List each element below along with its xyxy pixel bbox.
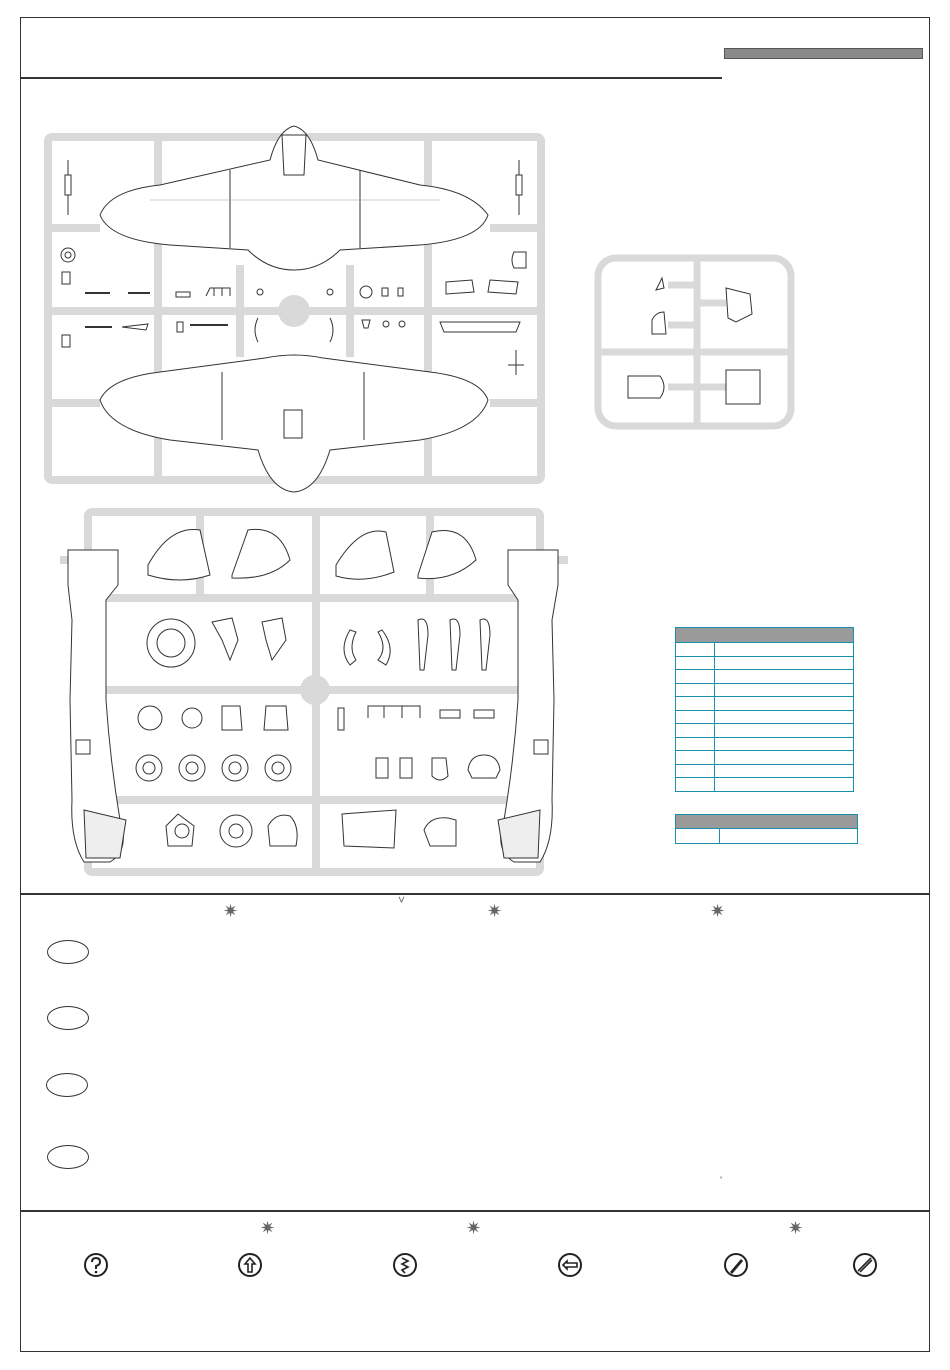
star-icon: ✷ xyxy=(710,901,726,921)
sprue-a-gate xyxy=(278,295,310,327)
star-icon: ✷ xyxy=(223,901,239,921)
direction-arrow-icon xyxy=(557,1252,583,1278)
legend-table xyxy=(675,814,858,844)
color-table-row xyxy=(676,657,853,671)
star-icon: ✷ xyxy=(487,901,503,921)
star-icon: ✷ xyxy=(788,1218,804,1238)
paint-color-table xyxy=(675,627,854,792)
sand-icon xyxy=(852,1252,878,1278)
chevron-down-icon: ˅ xyxy=(398,893,406,907)
cut-icon xyxy=(723,1252,749,1278)
up-arrow-icon xyxy=(237,1252,263,1278)
dot-mark: ˚ xyxy=(720,1176,723,1185)
color-table-row xyxy=(676,643,853,657)
language-oval xyxy=(46,1073,88,1097)
color-table-row xyxy=(676,778,853,791)
color-table-row xyxy=(676,738,853,752)
sprue-b-gate xyxy=(300,675,330,705)
language-oval xyxy=(47,1006,89,1030)
color-table-header xyxy=(676,628,853,643)
legend-table-row xyxy=(676,829,857,843)
star-icon: ✷ xyxy=(466,1218,482,1238)
language-oval xyxy=(47,940,89,964)
star-icon: ✷ xyxy=(260,1218,276,1238)
drill-icon xyxy=(392,1252,418,1278)
color-table-row xyxy=(676,684,853,698)
sprue-c xyxy=(598,258,791,426)
color-table-row xyxy=(676,724,853,738)
color-table-row xyxy=(676,670,853,684)
question-icon xyxy=(83,1252,109,1278)
color-table-row xyxy=(676,765,853,779)
color-table-row xyxy=(676,751,853,765)
color-table-row xyxy=(676,697,853,711)
color-table-row xyxy=(676,711,853,725)
language-oval xyxy=(47,1145,89,1169)
legend-table-header xyxy=(676,815,857,829)
